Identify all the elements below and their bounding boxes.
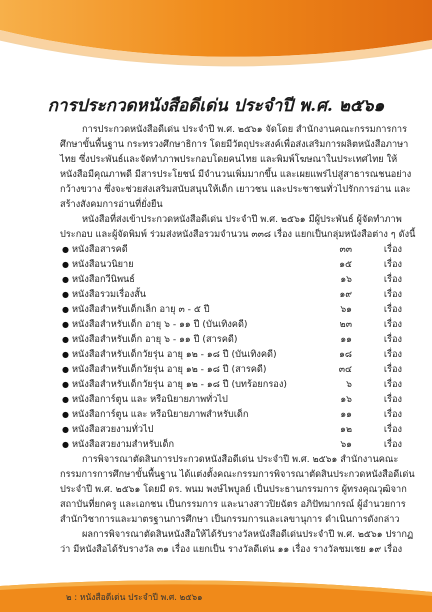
- footer-decoration: [0, 578, 432, 612]
- category-count: ๑๑: [340, 409, 352, 420]
- category-count: ๖๑: [340, 304, 352, 315]
- intro-paragraph: การประกวดหนังสือดีเด่น ประจำปี พ.ศ. ๒๕๖๑ จัดโดย สำนักงานคณะกรรมการการศึกษาขั้นพื้นฐาน กระทรวงศึกษาธิการ โดยมีวัตถุประสงค์เพื่อส่งเสริมการผลิตหนังสือภาษาไทย ซึ่งประพันธ์และจัดทำภาพประกอบโดยคนไทย และพิมพ์โฆษณาในประเทศไทย ให้หนังสือมีคุณภาพดี มีสารประโยชน์ มีจำนวนเพิ่มมากขึ้น และเผยแพร่ไปสู่สาธารณชนอย่างกว้างขวาง ซึ่งจะช่วยส่งเสริมสนับสนุนให้เด็ก เยาวชน และประชาชนทั่วไปรักการอ่าน และสร้างสังคมการอ่านที่ยั่งยืน: [60, 124, 412, 210]
- category-count: ๑๙: [339, 289, 352, 300]
- bullet-icon: ●: [62, 275, 69, 284]
- bullet-icon: ●: [62, 365, 69, 374]
- category-item: [62, 302, 416, 317]
- category-count: ๓๔: [338, 364, 352, 375]
- results-paragraph: ผลการพิจารณาตัดสินหนังสือให้ได้รับรางวัลหนังสือดีเด่นประจำปี พ.ศ. ๒๕๖๑ ปรากฏว่า มีหนังสือได้รับรางวัล ๓๑ เรื่อง แยกเป็น รางวัลดีเด่น ๑๑ เรื่อง รางวัลชมเชย ๑๙ เรื่อง: [60, 529, 414, 555]
- category-count: ๖: [346, 379, 352, 390]
- category-unit: เรื่อง: [383, 304, 402, 315]
- category-unit: เรื่อง: [383, 349, 402, 360]
- bullet-icon: ●: [62, 290, 69, 299]
- category-unit: เรื่อง: [383, 364, 402, 375]
- category-label: หนังสือสำหรับเด็กวัยรุ่น อายุ ๑๒ - ๑๘ ปี (บทร้อยกรอง): [72, 379, 287, 390]
- category-label: หนังสือสวยงามทั่วไป: [72, 424, 154, 435]
- category-label: หนังสือการ์ตูน และ หรือนิยายภาพสำหรับเด็ก: [72, 409, 249, 420]
- category-label: หนังสือสำหรับเด็กเล็ก อายุ ๓ - ๕ ปี: [72, 304, 210, 315]
- category-label: หนังสือสารคดี: [72, 244, 128, 255]
- category-label: หนังสือสำหรับเด็ก อายุ ๖ - ๑๑ ปี (บันเทิงคดี): [72, 319, 248, 330]
- category-unit: เรื่อง: [383, 259, 402, 270]
- category-unit: เรื่อง: [383, 244, 402, 255]
- category-label: หนังสือนวนิยาย: [72, 259, 134, 270]
- category-unit: เรื่อง: [383, 274, 402, 285]
- category-count: ๑๑: [340, 334, 352, 345]
- category-item: [62, 437, 416, 452]
- category-item: [62, 362, 416, 377]
- bullet-icon: ●: [62, 245, 69, 254]
- category-unit: เรื่อง: [383, 319, 402, 330]
- bullet-icon: ●: [62, 425, 69, 434]
- category-count: ๑๖: [340, 394, 352, 405]
- category-count: ๑๖: [340, 274, 352, 285]
- bullet-icon: ●: [62, 380, 69, 389]
- category-item: [62, 392, 416, 407]
- judging-paragraph: การพิจารณาตัดสินการประกวดหนังสือดีเด่น ประจำปี พ.ศ. ๒๕๖๑ สำนักงานคณะกรรมการการศึกษาขั้นพื้นฐาน ได้แต่งตั้งคณะกรรมการพิจารณาตัดสินประกวดหนังสือดีเด่น ประจำปี พ.ศ. ๒๕๖๑ โดยมี ดร. พนม พงษ์ไพบูลย์ เป็นประธานกรรมการ ผู้ทรงคุณวุฒิจากสถาบันที่ยกครู และเอกชน เป็นกรรมการ และนางสาวปิยฉัตร อภิปัทมากรณ์ ผู้อำนวยการสำนักวิชาการและมาตรฐานการศึกษา เป็นกรรมการและเลขานุการ ดำเนินการดังกล่าว: [60, 454, 415, 525]
- bullet-icon: ●: [62, 305, 69, 314]
- bullet-icon: ●: [62, 410, 69, 419]
- category-item: [62, 272, 416, 287]
- bullet-icon: ●: [62, 260, 69, 269]
- category-list: [60, 242, 416, 452]
- category-item: [62, 287, 416, 302]
- category-unit: เรื่อง: [383, 334, 402, 345]
- category-item: [62, 242, 416, 257]
- category-label: หนังสือสำหรับเด็ก อายุ ๖ - ๑๑ ปี (สารคดี): [72, 334, 238, 345]
- category-item: [62, 257, 416, 272]
- category-unit: เรื่อง: [383, 289, 402, 300]
- bullet-icon: ●: [62, 440, 69, 449]
- category-count: ๓๓: [339, 244, 352, 255]
- category-count: ๒๓: [339, 319, 352, 330]
- category-count: ๑๒: [340, 424, 352, 435]
- category-item: [62, 332, 416, 347]
- category-unit: เรื่อง: [383, 394, 402, 405]
- category-unit: เรื่อง: [383, 379, 402, 390]
- category-label: หนังสือรวมเรื่องสั้น: [72, 289, 147, 300]
- category-item: [62, 377, 416, 392]
- category-label: หนังสือการ์ตูน และ หรือนิยายภาพทั่วไป: [72, 394, 228, 405]
- category-item: [62, 422, 416, 437]
- bullet-icon: ●: [62, 335, 69, 344]
- category-item: [62, 317, 416, 332]
- bullet-icon: ●: [62, 350, 69, 359]
- category-label: หนังสือสวยงามสำหรับเด็ก: [72, 439, 175, 450]
- category-item: [62, 407, 416, 422]
- category-label: หนังสือสำหรับเด็กวัยรุ่น อายุ ๑๒ - ๑๘ ปี (สารคดี): [72, 364, 267, 375]
- bullet-icon: ●: [62, 395, 69, 404]
- category-label: หนังสือสำหรับเด็กวัยรุ่น อายุ ๑๒ - ๑๘ ปี (บันเทิงคดี): [72, 349, 277, 360]
- submitted-paragraph: หนังสือที่ส่งเข้าประกวดหนังสือดีเด่น ประจำปี พ.ศ. ๒๕๖๑ มีผู้ประพันธ์ ผู้จัดทำภาพประกอบ และผู้จัดพิมพ์ ร่วมส่งหนังสือรวมจำนวน ๓๓๘ เรื่อง แยกเป็นกลุ่มหนังสือต่าง ๆ ดังนี้: [60, 214, 416, 240]
- page-title: การประกวดหนังสือดีเด่น ประจำปี พ.ศ. ๒๕๖๑: [47, 96, 385, 116]
- category-unit: เรื่อง: [383, 424, 402, 435]
- category-unit: เรื่อง: [383, 409, 402, 420]
- category-item: [62, 347, 416, 362]
- footer-page-label: ๒ : หนังสือดีเด่น ประจำปี พ.ศ. ๒๕๖๑: [66, 593, 203, 603]
- header-decoration: [0, 0, 432, 70]
- category-count: ๑๕: [339, 259, 352, 270]
- category-count: ๖๑: [340, 439, 352, 450]
- category-label: หนังสือกวีนิพนธ์: [72, 274, 135, 285]
- document-body: [60, 122, 416, 557]
- category-count: ๑๘: [339, 349, 352, 360]
- category-unit: เรื่อง: [383, 439, 402, 450]
- bullet-icon: ●: [62, 320, 69, 329]
